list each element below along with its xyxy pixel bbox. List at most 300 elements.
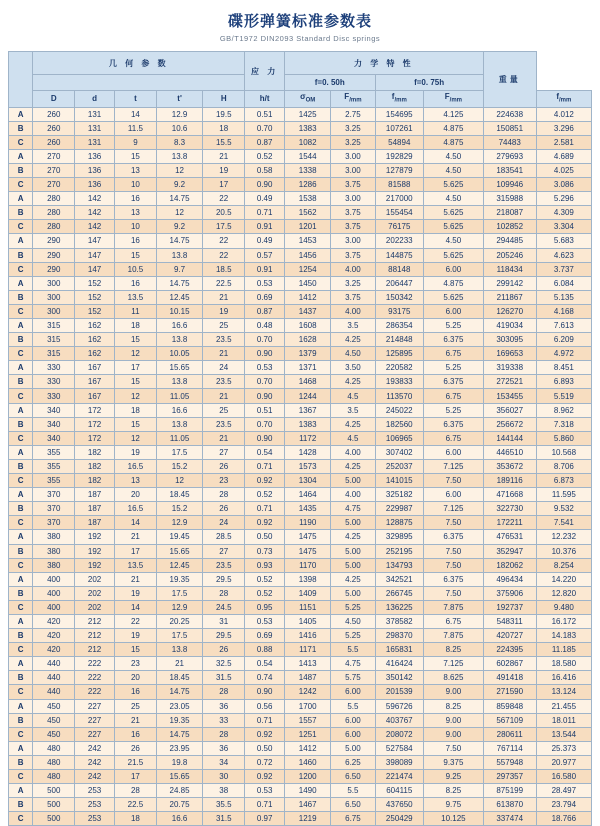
- table-cell: 15: [114, 248, 156, 262]
- table-cell: 6.00: [331, 727, 375, 741]
- table-cell: 8.25: [424, 643, 484, 657]
- table-cell: 11.05: [156, 431, 202, 445]
- table-cell: 29.5: [203, 629, 245, 643]
- table-cell: 14.75: [156, 727, 202, 741]
- table-cell: 8.254: [536, 558, 591, 572]
- table-row: [9, 403, 592, 417]
- table-row: [9, 657, 592, 671]
- table-cell: 270: [33, 149, 75, 163]
- table-header: [9, 52, 592, 108]
- table-cell: 0.48: [245, 319, 285, 333]
- table-cell: 54894: [375, 135, 424, 149]
- table-cell: 7.318: [536, 417, 591, 431]
- table-cell: 242: [75, 741, 115, 755]
- table-cell: 270: [33, 163, 75, 177]
- table-cell: 613870: [483, 798, 536, 812]
- table-cell: 10.125: [424, 812, 484, 826]
- table-cell: 5.519: [536, 389, 591, 403]
- table-cell: B: [9, 798, 33, 812]
- table-cell: 1475: [284, 530, 330, 544]
- table-cell: 1453: [284, 234, 330, 248]
- table-cell: 22: [203, 248, 245, 262]
- table-cell: 17: [114, 544, 156, 558]
- table-cell: 419034: [483, 319, 536, 333]
- table-row: [9, 361, 592, 375]
- table-row: [9, 558, 592, 572]
- table-cell: 1437: [284, 304, 330, 318]
- table-cell: 0.91: [245, 220, 285, 234]
- table-cell: 182062: [483, 558, 536, 572]
- table-cell: 280: [33, 206, 75, 220]
- table-cell: 1172: [284, 431, 330, 445]
- table-cell: 4.25: [331, 459, 375, 473]
- table-cell: 14.75: [156, 192, 202, 206]
- table-cell: 0.71: [245, 713, 285, 727]
- table-cell: 205246: [483, 248, 536, 262]
- table-row: [9, 192, 592, 206]
- table-cell: 5.860: [536, 431, 591, 445]
- table-row: [9, 107, 592, 121]
- table-cell: 4.00: [331, 262, 375, 276]
- table-cell: A: [9, 234, 33, 248]
- table-cell: 279693: [483, 149, 536, 163]
- table-cell: 36: [203, 699, 245, 713]
- table-cell: 127879: [375, 163, 424, 177]
- table-cell: 8.625: [424, 671, 484, 685]
- table-cell: 16: [114, 234, 156, 248]
- table-cell: 206447: [375, 276, 424, 290]
- table-cell: 355: [33, 474, 75, 488]
- table-cell: 420727: [483, 629, 536, 643]
- table-cell: 16.5: [114, 459, 156, 473]
- table-cell: 17.5: [156, 586, 202, 600]
- table-cell: 272521: [483, 375, 536, 389]
- table-cell: 0.90: [245, 431, 285, 445]
- table-cell: 182560: [375, 417, 424, 431]
- table-cell: 17: [114, 770, 156, 784]
- table-cell: 13.8: [156, 417, 202, 431]
- table-row: [9, 614, 592, 628]
- table-cell: 152: [75, 276, 115, 290]
- table-cell: 10.376: [536, 544, 591, 558]
- load-header-050h: f=0. 50h: [284, 75, 375, 91]
- table-cell: 208072: [375, 727, 424, 741]
- table-cell: 9.2: [156, 220, 202, 234]
- table-row: [9, 741, 592, 755]
- table-row: [9, 389, 592, 403]
- table-cell: 25.373: [536, 741, 591, 755]
- table-row: [9, 431, 592, 445]
- table-row: [9, 770, 592, 784]
- table-cell: 27: [203, 445, 245, 459]
- table-cell: C: [9, 262, 33, 276]
- table-cell: 192: [75, 558, 115, 572]
- table-cell: 165831: [375, 643, 424, 657]
- table-cell: 0.70: [245, 121, 285, 135]
- col-header-H: H: [203, 91, 245, 108]
- table-cell: 1450: [284, 276, 330, 290]
- table-cell: 19.8: [156, 755, 202, 769]
- table-cell: 315: [33, 319, 75, 333]
- table-cell: 1398: [284, 572, 330, 586]
- table-row: [9, 516, 592, 530]
- table-cell: 17.5: [203, 220, 245, 234]
- table-cell: 5.296: [536, 192, 591, 206]
- table-cell: 7.50: [424, 558, 484, 572]
- table-cell: 229987: [375, 502, 424, 516]
- table-cell: 7.125: [424, 459, 484, 473]
- table-cell: 14: [114, 516, 156, 530]
- table-cell: 480: [33, 755, 75, 769]
- table-cell: 23.5: [203, 558, 245, 572]
- table-cell: 24: [203, 361, 245, 375]
- table-cell: 4.875: [424, 276, 484, 290]
- table-cell: 10.15: [156, 304, 202, 318]
- table-cell: 17: [114, 361, 156, 375]
- table-cell: 187: [75, 488, 115, 502]
- table-cell: 167: [75, 361, 115, 375]
- table-cell: 4.25: [331, 530, 375, 544]
- table-cell: 141015: [375, 474, 424, 488]
- table-cell: 0.52: [245, 488, 285, 502]
- table-cell: 9.532: [536, 502, 591, 516]
- table-cell: 147: [75, 248, 115, 262]
- table-cell: 527584: [375, 741, 424, 755]
- table-cell: C: [9, 304, 33, 318]
- table-cell: 7.50: [424, 741, 484, 755]
- table-cell: 6.00: [424, 262, 484, 276]
- table-cell: 450: [33, 727, 75, 741]
- table-cell: 1490: [284, 784, 330, 798]
- table-cell: 76175: [375, 220, 424, 234]
- table-cell: 144875: [375, 248, 424, 262]
- table-cell: 211867: [483, 290, 536, 304]
- table-cell: 4.5: [331, 389, 375, 403]
- table-cell: 136225: [375, 600, 424, 614]
- table-row: [9, 572, 592, 586]
- table-cell: 0.97: [245, 812, 285, 826]
- table-cell: 22: [203, 192, 245, 206]
- table-cell: 4.50: [331, 614, 375, 628]
- table-cell: 227: [75, 699, 115, 713]
- table-cell: 13.124: [536, 685, 591, 699]
- table-row: [9, 784, 592, 798]
- table-cell: 9.00: [424, 713, 484, 727]
- table-cell: 5.00: [331, 516, 375, 530]
- table-cell: 113570: [375, 389, 424, 403]
- table-cell: 16: [114, 685, 156, 699]
- table-cell: 19: [203, 304, 245, 318]
- table-cell: 13.5: [114, 290, 156, 304]
- table-cell: 6.375: [424, 530, 484, 544]
- table-cell: C: [9, 685, 33, 699]
- table-cell: 380: [33, 544, 75, 558]
- table-cell: 201539: [375, 685, 424, 699]
- table-cell: 24.5: [203, 600, 245, 614]
- table-cell: 222: [75, 671, 115, 685]
- table-cell: 144144: [483, 431, 536, 445]
- table-cell: 22.5: [203, 276, 245, 290]
- disc-spring-parameter-table: [8, 51, 592, 826]
- table-cell: 8.962: [536, 403, 591, 417]
- table-cell: 403767: [375, 713, 424, 727]
- table-cell: B: [9, 544, 33, 558]
- table-cell: 1456: [284, 248, 330, 262]
- table-cell: 0.90: [245, 178, 285, 192]
- table-cell: 162: [75, 319, 115, 333]
- table-cell: 27: [203, 544, 245, 558]
- table-cell: 355: [33, 459, 75, 473]
- table-cell: 18: [114, 403, 156, 417]
- group-header-weight: 重量: [483, 52, 536, 108]
- table-cell: B: [9, 248, 33, 262]
- table-cell: 153455: [483, 389, 536, 403]
- table-cell: 340: [33, 417, 75, 431]
- table-cell: 15: [114, 149, 156, 163]
- table-cell: 7.50: [424, 586, 484, 600]
- table-cell: 3.25: [331, 135, 375, 149]
- table-cell: C: [9, 135, 33, 149]
- table-cell: 22: [114, 614, 156, 628]
- table-cell: 28.5: [203, 530, 245, 544]
- table-cell: 290: [33, 262, 75, 276]
- table-cell: 0.92: [245, 770, 285, 784]
- table-cell: 290: [33, 248, 75, 262]
- table-cell: 25: [203, 403, 245, 417]
- table-cell: 4.125: [424, 107, 484, 121]
- table-cell: 155454: [375, 206, 424, 220]
- table-cell: 162: [75, 347, 115, 361]
- table-cell: 5.25: [424, 403, 484, 417]
- table-row: [9, 502, 592, 516]
- table-cell: 1544: [284, 149, 330, 163]
- table-row: [9, 445, 592, 459]
- table-cell: 28: [203, 685, 245, 699]
- table-cell: C: [9, 516, 33, 530]
- table-cell: 4.25: [331, 333, 375, 347]
- table-cell: 16: [114, 192, 156, 206]
- table-cell: 19: [114, 445, 156, 459]
- table-cell: 8.25: [424, 699, 484, 713]
- table-row: [9, 488, 592, 502]
- table-cell: 18.766: [536, 812, 591, 826]
- table-cell: 14.75: [156, 685, 202, 699]
- table-cell: 0.92: [245, 516, 285, 530]
- table-cell: 6.375: [424, 417, 484, 431]
- table-cell: 172: [75, 403, 115, 417]
- table-cell: 496434: [483, 572, 536, 586]
- table-cell: 300: [33, 276, 75, 290]
- table-cell: 222: [75, 657, 115, 671]
- table-cell: 420: [33, 629, 75, 643]
- table-cell: 300: [33, 290, 75, 304]
- table-cell: 11: [114, 304, 156, 318]
- table-cell: 2.75: [331, 107, 375, 121]
- table-cell: 150851: [483, 121, 536, 135]
- table-cell: 16.6: [156, 403, 202, 417]
- table-cell: 356027: [483, 403, 536, 417]
- table-cell: 13.8: [156, 643, 202, 657]
- table-cell: 378582: [375, 614, 424, 628]
- table-cell: 252195: [375, 544, 424, 558]
- table-cell: 18.45: [156, 671, 202, 685]
- table-cell: 131: [75, 107, 115, 121]
- table-cell: 3.00: [331, 163, 375, 177]
- table-cell: A: [9, 657, 33, 671]
- table-cell: 167: [75, 375, 115, 389]
- table-cell: 4.012: [536, 107, 591, 121]
- table-cell: 4.025: [536, 163, 591, 177]
- table-cell: 3.75: [331, 290, 375, 304]
- table-cell: 192: [75, 544, 115, 558]
- table-cell: C: [9, 347, 33, 361]
- table-cell: 252037: [375, 459, 424, 473]
- table-cell: 500: [33, 784, 75, 798]
- table-cell: 0.70: [245, 375, 285, 389]
- table-cell: 875199: [483, 784, 536, 798]
- table-cell: 0.73: [245, 544, 285, 558]
- table-cell: 28: [203, 727, 245, 741]
- table-cell: 13.8: [156, 375, 202, 389]
- table-cell: 13.544: [536, 727, 591, 741]
- table-cell: 189116: [483, 474, 536, 488]
- table-cell: 325182: [375, 488, 424, 502]
- table-row: [9, 474, 592, 488]
- table-cell: 7.125: [424, 657, 484, 671]
- table-cell: 3.25: [331, 276, 375, 290]
- table-cell: 1409: [284, 586, 330, 600]
- table-cell: 5.5: [331, 784, 375, 798]
- table-cell: 23.5: [203, 333, 245, 347]
- table-cell: 5.135: [536, 290, 591, 304]
- table-cell: 271590: [483, 685, 536, 699]
- table-cell: 227: [75, 727, 115, 741]
- table-cell: 340: [33, 403, 75, 417]
- table-cell: 21.5: [114, 755, 156, 769]
- table-cell: 4.50: [424, 163, 484, 177]
- table-cell: 19: [114, 586, 156, 600]
- table-cell: 1413: [284, 657, 330, 671]
- table-cell: 1383: [284, 121, 330, 135]
- table-cell: 1200: [284, 770, 330, 784]
- table-cell: 0.87: [245, 135, 285, 149]
- table-cell: B: [9, 375, 33, 389]
- table-cell: B: [9, 206, 33, 220]
- table-cell: 4.00: [331, 488, 375, 502]
- table-cell: 3.737: [536, 262, 591, 276]
- table-cell: 350142: [375, 671, 424, 685]
- table-cell: 3.304: [536, 220, 591, 234]
- table-cell: 0.90: [245, 389, 285, 403]
- table-cell: 28.497: [536, 784, 591, 798]
- table-cell: B: [9, 121, 33, 135]
- table-cell: 5.625: [424, 220, 484, 234]
- table-cell: 134793: [375, 558, 424, 572]
- table-cell: A: [9, 107, 33, 121]
- table-cell: 9.00: [424, 685, 484, 699]
- table-cell: 5.00: [331, 558, 375, 572]
- table-cell: 187: [75, 516, 115, 530]
- table-cell: 7.613: [536, 319, 591, 333]
- table-cell: 13.8: [156, 333, 202, 347]
- table-cell: 0.71: [245, 502, 285, 516]
- table-cell: 1201: [284, 220, 330, 234]
- table-cell: 93175: [375, 304, 424, 318]
- table-cell: 172211: [483, 516, 536, 530]
- table-cell: 6.893: [536, 375, 591, 389]
- table-cell: 330: [33, 361, 75, 375]
- table-cell: 24.85: [156, 784, 202, 798]
- table-cell: 0.50: [245, 741, 285, 755]
- table-cell: 329895: [375, 530, 424, 544]
- table-cell: 23: [114, 657, 156, 671]
- table-cell: A: [9, 319, 33, 333]
- table-cell: 256672: [483, 417, 536, 431]
- table-cell: 0.58: [245, 163, 285, 177]
- table-row: [9, 220, 592, 234]
- table-cell: 202: [75, 600, 115, 614]
- table-cell: 142: [75, 192, 115, 206]
- table-cell: 34: [203, 755, 245, 769]
- table-cell: 15.65: [156, 361, 202, 375]
- table-cell: 1628: [284, 333, 330, 347]
- table-cell: 5.625: [424, 290, 484, 304]
- table-cell: 416424: [375, 657, 424, 671]
- table-cell: 0.72: [245, 755, 285, 769]
- table-cell: 0.74: [245, 671, 285, 685]
- table-cell: 1428: [284, 445, 330, 459]
- table-cell: 18: [114, 812, 156, 826]
- table-cell: 16.6: [156, 812, 202, 826]
- table-cell: 136: [75, 163, 115, 177]
- table-cell: 0.70: [245, 417, 285, 431]
- table-cell: 8.706: [536, 459, 591, 473]
- geometry-spacer: [33, 75, 245, 91]
- table-cell: 4.75: [331, 657, 375, 671]
- table-cell: 17.5: [156, 629, 202, 643]
- table-cell: 12.9: [156, 107, 202, 121]
- table-cell: 3.296: [536, 121, 591, 135]
- table-cell: 5.25: [331, 600, 375, 614]
- table-cell: 1460: [284, 755, 330, 769]
- table-cell: 270: [33, 178, 75, 192]
- table-cell: B: [9, 671, 33, 685]
- table-row: [9, 600, 592, 614]
- table-cell: 315988: [483, 192, 536, 206]
- table-cell: 1562: [284, 206, 330, 220]
- table-cell: 118434: [483, 262, 536, 276]
- table-row: [9, 755, 592, 769]
- table-cell: 214848: [375, 333, 424, 347]
- table-cell: 13: [114, 474, 156, 488]
- table-cell: 28: [203, 586, 245, 600]
- table-cell: 13.5: [114, 558, 156, 572]
- table-cell: 557948: [483, 755, 536, 769]
- table-cell: 260: [33, 107, 75, 121]
- table-cell: 12.45: [156, 290, 202, 304]
- table-cell: 0.91: [245, 262, 285, 276]
- table-cell: 12.45: [156, 558, 202, 572]
- table-cell: A: [9, 614, 33, 628]
- table-cell: 23.95: [156, 741, 202, 755]
- table-cell: 3.50: [331, 361, 375, 375]
- table-cell: 1416: [284, 629, 330, 643]
- table-cell: 21: [114, 713, 156, 727]
- table-cell: 5.5: [331, 699, 375, 713]
- table-cell: 298370: [375, 629, 424, 643]
- table-cell: 1383: [284, 417, 330, 431]
- table-cell: 6.084: [536, 276, 591, 290]
